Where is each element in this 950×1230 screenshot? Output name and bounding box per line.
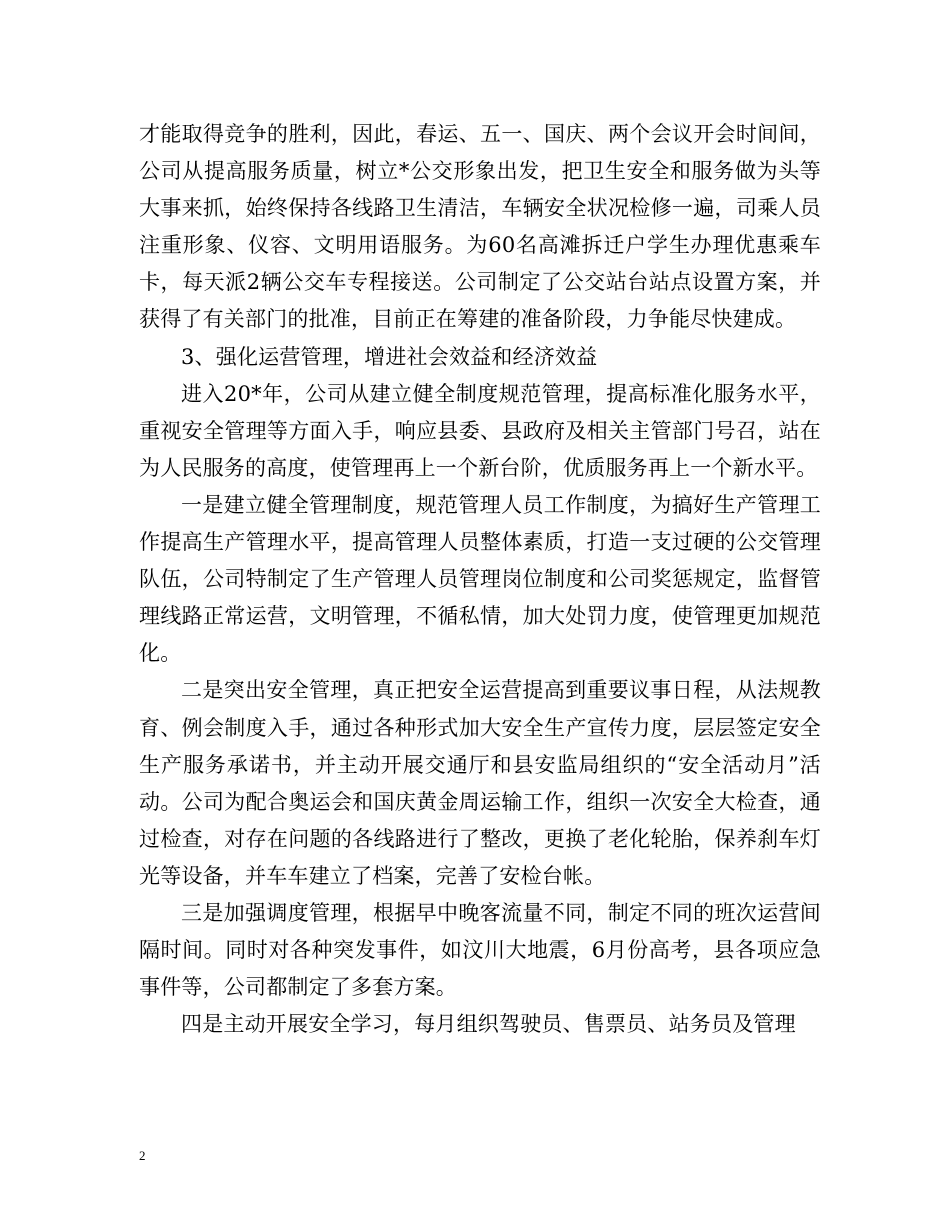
paragraph-continuation: 才能取得竞争的胜利，因此，春运、五一、国庆、两个会议开会时间间，公司从提高服务质量，树立*公交形象出发，把卫生安全和服务做为头等大事来抓，始终保持各线路卫生清洁，车辆安全状况检修一遍，司乘人员注重形象、仪容、文明用语服务。为60名高滩拆迁户学生办理优惠乘车卡，每天派2辆公交车专程接送。公司制定了公交站台站点设置方案，并获得了有关部门的批准，目前正在筹建的准备阶段，力争能尽快建成。 bbox=[139, 122, 821, 332]
section-heading: 3、强化运营管理，增进社会效益和经济效益 bbox=[181, 344, 598, 369]
paragraph-item-one: 一是建立健全管理制度，规范管理人员工作制度，为搞好生产管理工作提高生产管理水平，提高管理人员整体素质，打造一支过硬的公交管理队伍，公司特制定了生产管理人员管理岗位制度和公司奖惩规定，监督管理线路正常运营，文明管理，不循私情，加大处罚力度，使管理更加规范化。 bbox=[139, 492, 821, 666]
paragraph-item-four: 四是主动开展安全学习，每月组织驾驶员、售票员、站务员及管理 bbox=[181, 1012, 796, 1037]
paragraph-item-three: 三是加强调度管理，根据早中晚客流量不同，制定不同的班次运营间隔时间。同时对各种突发事件，如汶川大地震，6月份高考，县各项应急事件等，公司都制定了多套方案。 bbox=[139, 900, 821, 1000]
page-number: 2 bbox=[139, 1148, 146, 1163]
paragraph-item-two: 二是突出安全管理，真正把安全运营提高到重要议事日程，从法规教育、例会制度入手，通过各种形式加大安全生产宣传力度，层层签定安全生产服务承诺书，并主动开展交通厅和县安监局组织的“安全活动月”活动。公司为配合奥运会和国庆黄金周运输工作，组织一次安全大检查，通过检查，对存在问题的各线路进行了整改，更换了老化轮胎，保养刹车灯光等设备，并车车建立了档案，完善了安检台帐。 bbox=[139, 678, 821, 888]
document-body bbox=[139, 116, 821, 1043]
paragraph-intro: 进入20*年，公司从建立健全制度规范管理，提高标准化服务水平，重视安全管理等方面入手，响应县委、县政府及相关主管部门号召，站在为人民服务的高度，使管理再上一个新台阶，优质服务再上一个新水平。 bbox=[139, 381, 821, 480]
